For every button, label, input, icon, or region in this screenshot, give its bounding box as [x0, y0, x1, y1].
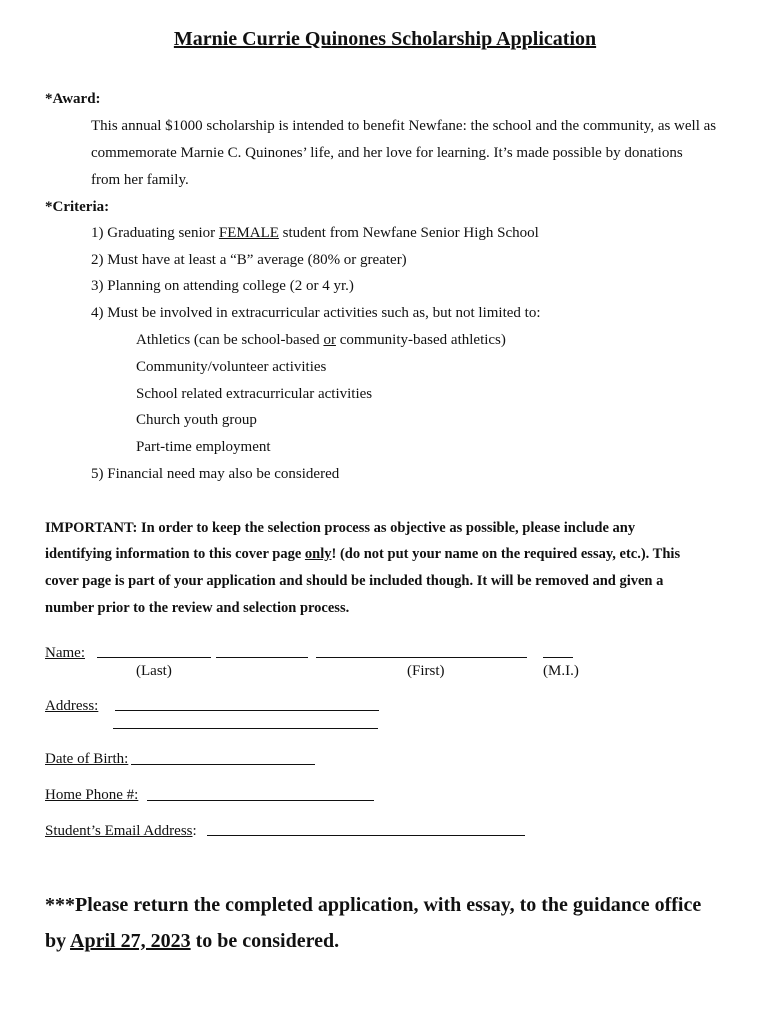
first-name-field[interactable] — [316, 657, 527, 658]
award-heading: *Award: — [45, 91, 101, 107]
closing-line-2: by April 27, 2023 to be considered. — [45, 930, 340, 952]
phone-field[interactable] — [147, 800, 374, 801]
name-label: Name: — [45, 645, 85, 661]
last-name-field-b[interactable] — [216, 657, 308, 658]
criteria-heading: *Criteria: — [45, 199, 110, 215]
criteria-item-5: 5) Financial need may also be considered — [91, 466, 340, 482]
page-title: Marnie Currie Quinones Scholarship Application — [173, 28, 597, 50]
award-line-3: from her family. — [91, 172, 189, 188]
female-emphasis: FEMALE — [218, 225, 279, 241]
closing-line-1: ***Please return the completed application, with essay, to the guidance office — [45, 894, 702, 916]
criteria-item-2: 2) Must have at least a “B” average (80% or greater) — [91, 252, 407, 268]
activity-community: Community/volunteer activities — [136, 359, 327, 375]
email-field[interactable] — [207, 835, 525, 836]
activity-employment: Part-time employment — [136, 439, 271, 455]
dob-field[interactable] — [131, 764, 315, 765]
address-label: Address: — [45, 698, 99, 714]
activity-athletics: Athletics (can be school-based or community-based athletics) — [136, 332, 506, 348]
criteria-item-1: 1) Graduating senior FEMALE student from Newfane Senior High School — [91, 225, 539, 241]
important-line-1: IMPORTANT: In order to keep the selection process as objective as possible, please include any — [45, 520, 636, 536]
important-line-3: cover page is part of your application and should be included though. It will be removed and given a — [45, 573, 664, 589]
deadline-date: April 27, 2023 — [70, 930, 191, 952]
activity-school: School related extracurricular activities — [136, 386, 373, 402]
award-line-2: commemorate Marnie C. Quinones’ life, and her love for learning. It’s made possible by donations — [91, 145, 683, 161]
address-field-line-2[interactable] — [113, 728, 378, 729]
criteria-item-3: 3) Planning on attending college (2 or 4 yr.) — [91, 278, 354, 294]
email-label: Student’s Email Address: — [45, 823, 197, 839]
phone-label: Home Phone #: — [45, 787, 139, 803]
criteria-item-4: 4) Must be involved in extracurricular activities such as, but not limited to: — [91, 305, 541, 321]
important-line-4: number prior to the review and selection process. — [45, 600, 350, 616]
mi-caption: (M.I.) — [543, 663, 579, 679]
activity-church: Church youth group — [136, 412, 257, 428]
last-name-field-a[interactable] — [97, 657, 211, 658]
first-caption: (First) — [407, 663, 445, 679]
only-emphasis: only — [304, 546, 332, 562]
last-caption: (Last) — [136, 663, 172, 679]
middle-initial-field[interactable] — [543, 657, 573, 658]
award-line-1: This annual $1000 scholarship is intended to benefit Newfane: the school and the community, as well as — [91, 118, 717, 134]
dob-label: Date of Birth: — [45, 751, 129, 767]
address-field-line-1[interactable] — [115, 710, 379, 711]
important-line-2: identifying information to this cover page only! (do not put your name on the required essay, etc.). This — [45, 546, 681, 562]
or-emphasis: or — [323, 332, 336, 348]
